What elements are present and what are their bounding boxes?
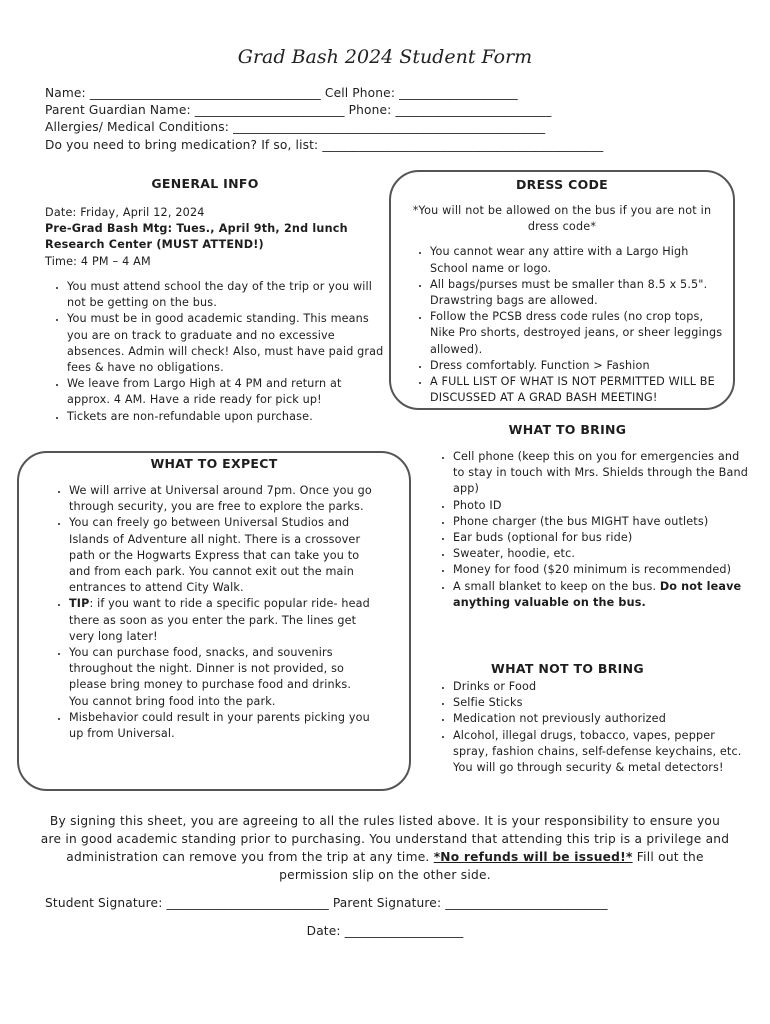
list-item: • We will arrive at Universal around 7pm. Once you go through security, you are free to explore the parks. [69,483,373,515]
general-info-list [45,279,387,425]
list-item: • Drinks or Food [453,679,753,695]
blanket-text: A small blanket to keep on the bus. [453,579,660,593]
list-item: • Follow the PCSB dress code rules (no crop tops, Nike Pro shorts, destroyed jeans, or sheer leggings allowed). [430,309,725,358]
phone-field[interactable]: _________________________ [395,103,552,117]
what-to-expect-heading: WHAT TO EXPECT [150,456,278,471]
list-item: • You can freely go between Universal Studios and Islands of Adventure all night. There is a crossover path or the Hogwarts Express that can take you to and from each park. You cannot exit out the main entrances to attend City Walk. [69,515,373,596]
tip-text: : if you want to ride a specific popular ride- head there as soon as you enter the park. The lines get very long later! [69,597,370,643]
list-item: • Photo ID [453,498,753,514]
general-info-details [45,205,370,270]
medication-row [45,138,603,152]
list-item: • Dress comfortably. Function > Fashion [430,358,725,374]
what-to-bring-heading: WHAT TO BRING [508,422,627,437]
medication-label: Do you need to bring medication? If so, list: [45,138,319,152]
tip-label: TIP [69,597,90,611]
guardian-row [45,103,552,117]
list-item: • Medication not previously authorized [453,711,753,727]
list-item: • A FULL LIST OF WHAT IS NOT PERMITTED WILL BE DISCUSSED AT A GRAD BASH MEETING! [430,374,725,406]
agreement-text: By signing this sheet, you are agreeing to all the rules listed above. It is your responsibility to ensure you are in good academic standing prior to purchasing. You understand that attending this trip is a privilege and administration can remove you from the trip at any time. [40,814,730,864]
dress-code-note: *You will not be allowed on the bus if you are not in dress code* [412,204,712,234]
date-label: Date: [306,924,341,938]
list-item: • You must be in good academic standing. This means you are on track to graduate and no excessive absences. Admin will check! Also, must have paid grad fees & have no obligations. [67,311,387,376]
phone-label: Phone: [348,103,392,117]
list-item: • Money for food ($20 minimum is recommended) [453,562,753,578]
what-not-to-bring-list [431,679,753,776]
guardian-name-label: Parent Guardian Name: [45,103,191,117]
list-item: • Selfie Sticks [453,695,753,711]
list-item: • Phone charger (the bus MIGHT have outlets) [453,514,753,530]
signature-row [45,896,608,910]
parent-signature-label: Parent Signature: [332,896,442,910]
date-field[interactable]: ___________________ [344,924,464,938]
list-item: • Alcohol, illegal drugs, tobacco, vapes, pepper spray, fashion chains, self-defense keychains, etc. You will go through security & metal detectors! [453,728,753,777]
list-item: • All bags/purses must be smaller than 8.5 x 5.5". Drawstring bags are allowed. [430,277,725,309]
name-field[interactable]: _____________________________________ [89,86,321,100]
student-signature-label: Student Signature: [45,896,163,910]
meeting-info: Pre-Grad Bash Mtg: Tues., April 9th, 2nd lunch [45,222,348,236]
allergies-row [45,120,545,134]
date-row [0,924,770,938]
list-item [69,596,373,645]
list-item: • Tickets are non-refundable upon purchase. [67,409,387,425]
list-item: • Ear buds (optional for bus ride) [453,530,753,546]
page-title: Grad Bash 2024 Student Form [237,46,533,68]
list-item: • You must attend school the day of the trip or you will not be getting on the bus. [67,279,387,311]
general-info-heading: GENERAL INFO [151,176,259,191]
dress-code-box [389,170,735,410]
event-time: Time: 4 PM – 4 AM [45,254,151,268]
cell-phone-field[interactable]: ___________________ [399,86,518,100]
meeting-location: Research Center (MUST ATTEND!) [45,238,264,252]
list-item: • You cannot wear any attire with a Largo High School name or logo. [430,244,725,276]
allergies-field[interactable]: __________________________________________________ [233,120,546,134]
dress-code-heading: DRESS CODE [515,177,609,192]
name-label: Name: [45,86,86,100]
guardian-name-field[interactable]: ________________________ [194,103,345,117]
allergies-label: Allergies/ Medical Conditions: [45,120,230,134]
what-to-bring-list [431,449,753,611]
list-item: • We leave from Largo High at 4 PM and return at approx. 4 AM. Have a ride ready for pick up! [67,376,387,408]
agreement-paragraph [40,812,730,884]
no-refunds-notice: *No refunds will be issued!* [433,850,633,864]
cell-phone-label: Cell Phone: [324,86,396,100]
list-item: • Sweater, hoodie, etc. [453,546,753,562]
what-to-expect-box [17,451,411,791]
list-item [453,579,753,611]
list-item: • You can purchase food, snacks, and souvenirs throughout the night. Dinner is not provided, so please bring money to purchase food and drinks. You cannot bring food into the park. [69,645,373,710]
name-row [45,86,518,100]
agreement-tail: Fill out the permission slip on the other side. [279,850,704,882]
blanket-warning: Do not leave anything valuable on the bus. [453,579,742,609]
student-signature-field[interactable]: __________________________ [166,896,329,910]
dress-code-list [408,244,725,406]
parent-signature-field[interactable]: __________________________ [445,896,608,910]
what-not-to-bring-heading: WHAT NOT TO BRING [491,661,644,676]
list-item: • Misbehavior could result in your parents picking you up from Universal. [69,710,373,742]
list-item: • Cell phone (keep this on you for emergencies and to stay in touch with Mrs. Shields through the Band app) [453,449,753,498]
event-date: Date: Friday, April 12, 2024 [45,206,205,219]
what-to-expect-list [47,483,373,742]
medication-field[interactable]: _____________________________________________ [322,138,604,152]
